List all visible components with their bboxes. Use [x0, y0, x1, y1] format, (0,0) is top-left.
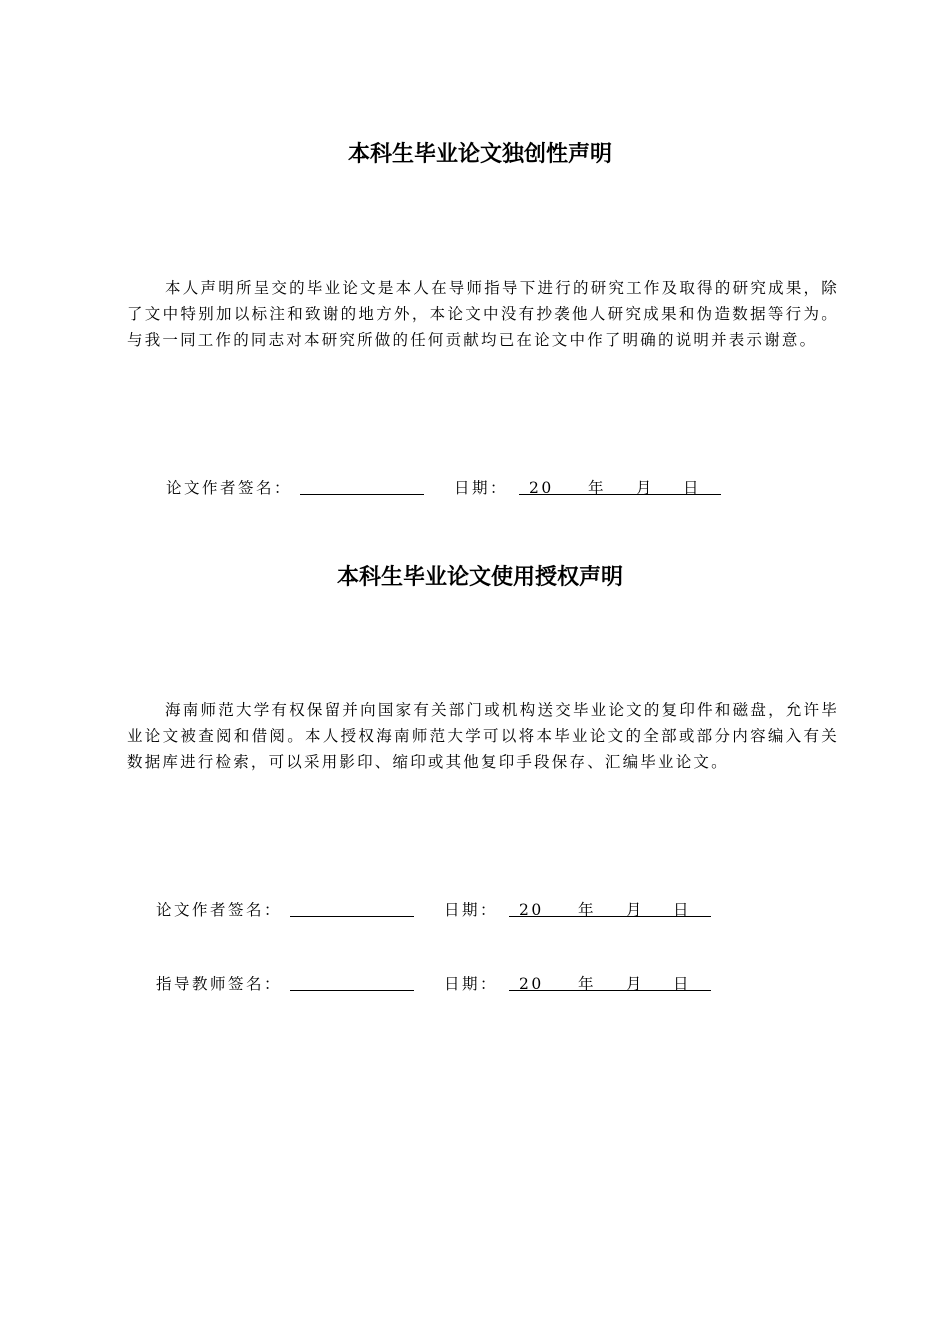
year-label: 年 — [588, 479, 607, 497]
year-prefix: 20 — [529, 479, 554, 497]
originality-title: 本科生毕业论文独创性声明 — [347, 142, 612, 167]
author-signature-label: 论文作者签名： — [156, 901, 283, 919]
author-signature-line[interactable] — [300, 494, 424, 495]
day-label: 日 — [673, 975, 692, 993]
authorization-author-signature-row — [156, 898, 716, 922]
day-label: 日 — [673, 901, 692, 919]
year-prefix: 20 — [519, 975, 544, 993]
month-label: 月 — [626, 975, 645, 993]
day-label: 日 — [683, 479, 702, 497]
authorization-body: 海南师范大学有权保留并向国家有关部门或机构送交毕业论文的复印件和磁盘，允许毕业论文被查阅和借阅。本人授权海南师范大学可以将本毕业论文的全部或部分内容编入有关数据库进行检索，可以采用影印、缩印或其他复印手段保存、汇编毕业论文。 — [127, 701, 839, 771]
month-label: 月 — [636, 479, 655, 497]
year-label: 年 — [578, 901, 597, 919]
month-label: 月 — [626, 901, 645, 919]
authorization-advisor-signature-row — [156, 972, 716, 996]
year-prefix: 20 — [519, 901, 544, 919]
date-label: 日期： — [454, 479, 509, 497]
advisor-signature-line[interactable] — [290, 990, 414, 991]
originality-signature-row — [166, 476, 726, 500]
date-label: 日期： — [444, 901, 499, 919]
authorization-title: 本科生毕业论文使用授权声明 — [336, 565, 623, 590]
advisor-signature-label: 指导教师签名： — [156, 975, 283, 993]
author-signature-line[interactable] — [290, 916, 414, 917]
year-label: 年 — [578, 975, 597, 993]
date-label: 日期： — [444, 975, 499, 993]
author-signature-label: 论文作者签名： — [166, 479, 293, 497]
originality-body: 本人声明所呈交的毕业论文是本人在导师指导下进行的研究工作及取得的研究成果，除了文中特别加以标注和致谢的地方外，本论文中没有抄袭他人研究成果和伪造数据等行为。与我一同工作的同志对本研究所做的任何贡献均已在论文中作了明确的说明并表示谢意。 — [127, 279, 839, 349]
